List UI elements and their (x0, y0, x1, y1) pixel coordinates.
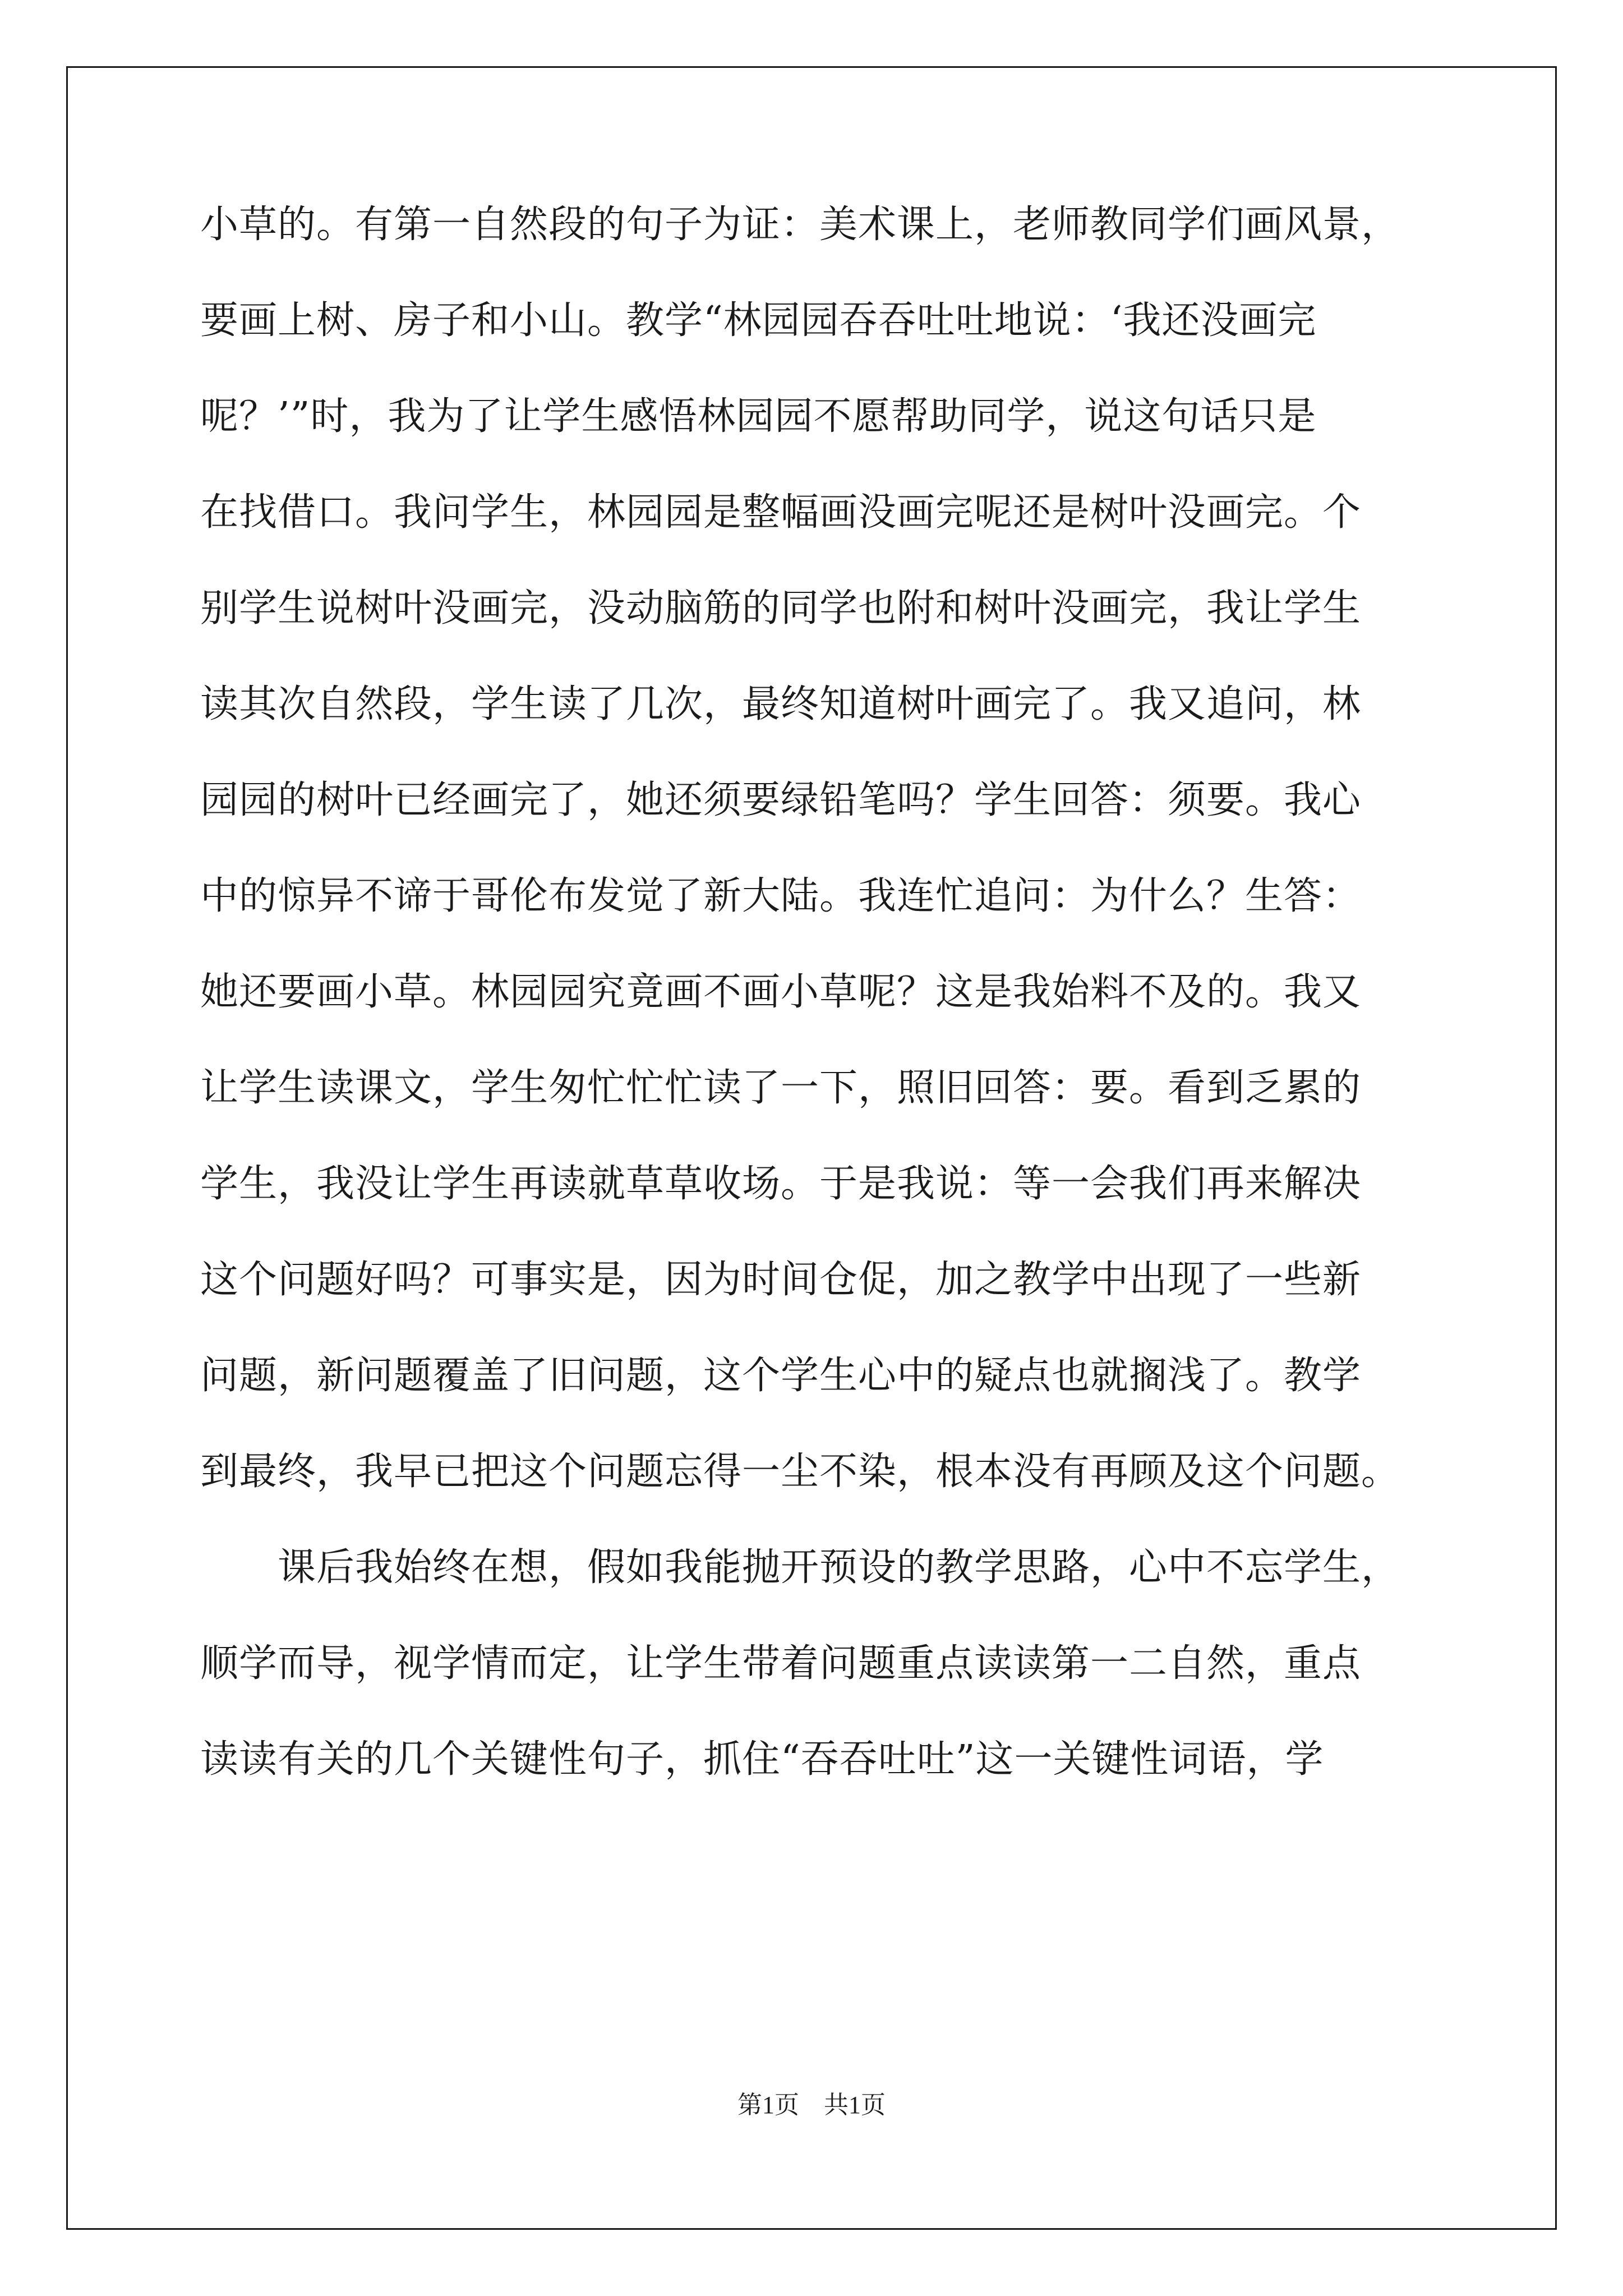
text-line: 小草的。有第一自然段的句子为证：美术课上，老师教同学们画风景， (200, 203, 1400, 247)
page-number-footer: 第1页 共1页 (737, 2091, 886, 2119)
text-line: 读读有关的几个关键性句子，抓住“吞吞吐吐”这一关键性词语，学 (200, 1737, 1324, 1782)
text-line: 呢？’”时，我为了让学生感悟林园园不愿帮助同学，说这句话只是 (200, 394, 1317, 439)
text-line: 让学生读课文，学生匆忙忙忙读了一下，照旧回答：要。看到乏累的 (200, 1066, 1362, 1110)
text-line: 顺学而导，视学情而定，让学生带着问题重点读读第一二自然，重点 (200, 1641, 1362, 1686)
text-line: 问题，新问题覆盖了旧问题，这个学生心中的疑点也就搁浅了。教学 (200, 1354, 1362, 1398)
paragraph-start-line: 课后我始终在想，假如我能抛开预设的教学思路，心中不忘学生， (200, 1545, 1400, 1590)
text-line: 读其次自然段，学生读了几次，最终知道树叶画完了。我又追问，林 (200, 682, 1362, 726)
text-line: 要画上树、房子和小山。教学“林园园吞吞吐吐地说：‘我还没画完 (200, 298, 1317, 343)
document-body (200, 200, 1434, 1830)
text-line: 园园的树叶已经画完了，她还须要绿铅笔吗？学生回答：须要。我心 (200, 778, 1362, 822)
text-line: 学生，我没让学生再读就草草收场。于是我说：等一会我们再来解决 (200, 1162, 1362, 1206)
text-line: 在找借口。我问学生，林园园是整幅画没画完呢还是树叶没画完。个 (200, 490, 1362, 535)
text-line: 中的惊异不谛于哥伦布发觉了新大陆。我连忙追问：为什么？生答： (200, 874, 1362, 918)
text-line: 到最终，我早已把这个问题忘得一尘不染，根本没有再顾及这个问题。 (200, 1450, 1400, 1494)
text-line: 这个问题好吗？可事实是，因为时间仓促，加之教学中出现了一些新 (200, 1258, 1362, 1302)
text-line: 她还要画小草。林园园究竟画不画小草呢？这是我始料不及的。我又 (200, 970, 1362, 1014)
text-line: 别学生说树叶没画完，没动脑筋的同学也附和树叶没画完，我让学生 (200, 586, 1362, 631)
